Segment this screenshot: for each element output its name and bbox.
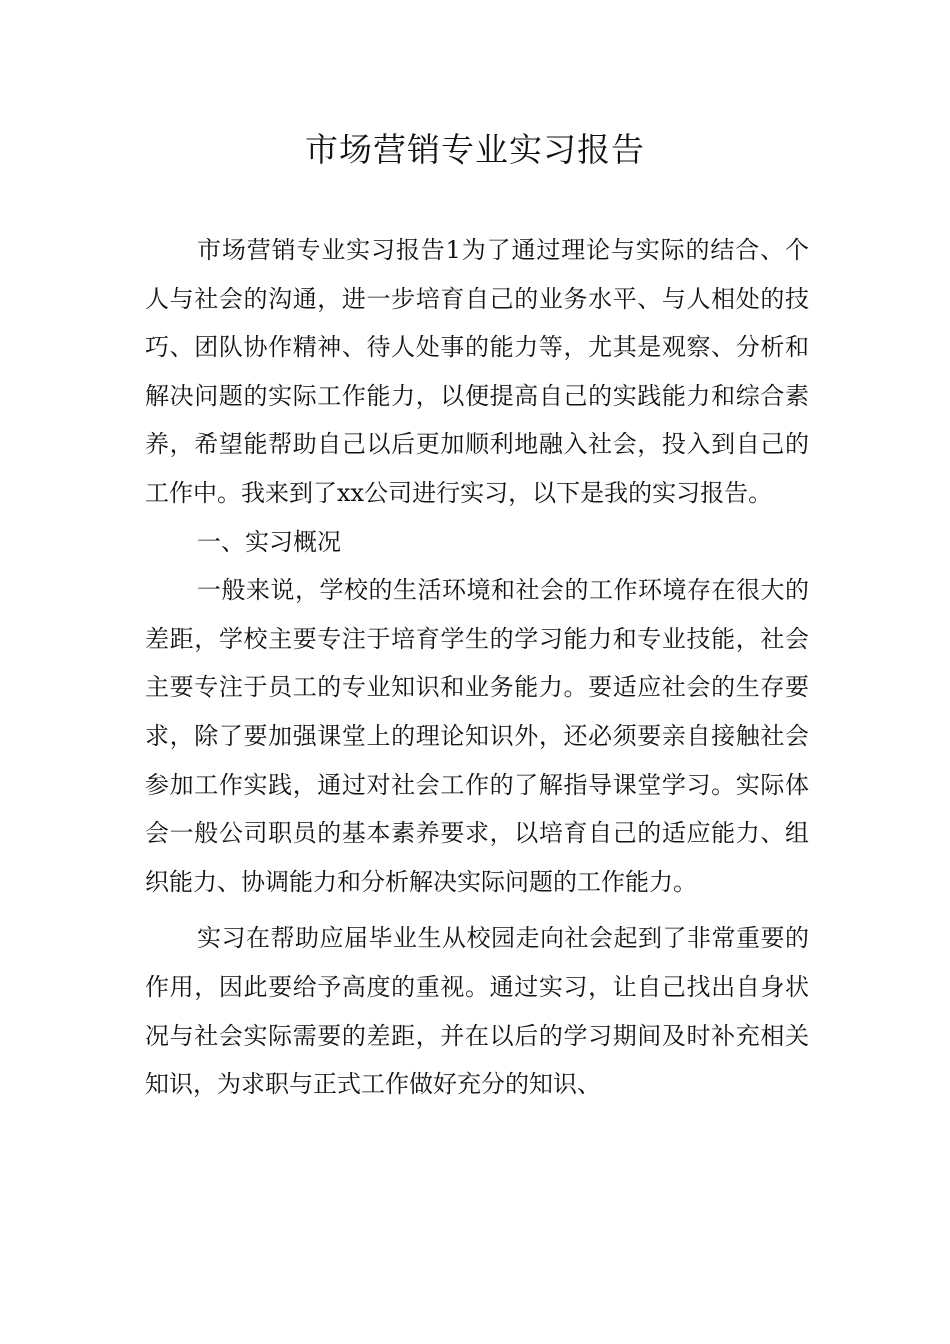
section-heading-overview: 一、实习概况 bbox=[197, 527, 341, 556]
paragraph-spacer bbox=[145, 906, 809, 914]
paragraph-importance: 实习在帮助应届毕业生从校园走向社会起到了非常重要的作用，因此要给予高度的重视。通过实习，让自己找出自身状况与社会实际需要的差距，并在以后的学习期间及时补充相关知识，为求职与正式工作做好充分的知识、 bbox=[145, 924, 809, 1099]
paragraph-intro: 市场营销专业实习报告1为了通过理论与实际的结合、个人与社会的沟通，进一步培育自己的业务水平、与人相处的技巧、团队协作精神、待人处事的能力等，尤其是观察、分析和解决问题的实际工作能力，以便提高自己的实践能力和综合素养，希望能帮助自己以后更加顺利地融入社会，投入到自己的工作中。我来到了xx公司进行实习，以下是我的实习报告。 bbox=[145, 236, 809, 507]
paragraph-overview: 一般来说，学校的生活环境和社会的工作环境存在很大的差距，学校主要专注于培育学生的学习能力和专业技能，社会主要专注于员工的专业知识和业务能力。要适应社会的生存要求，除了要加强课堂上的理论知识外，还必须要亲自接触社会参加工作实践，通过对社会工作的了解指导课堂学习。实际体会一般公司职员的基本素养要求，以培育自己的适应能力、组织能力、协调能力和分析解决实际问题的工作能力。 bbox=[145, 576, 809, 896]
document-title: 市场营销专业实习报告 bbox=[305, 130, 645, 169]
document-body bbox=[145, 226, 809, 1109]
